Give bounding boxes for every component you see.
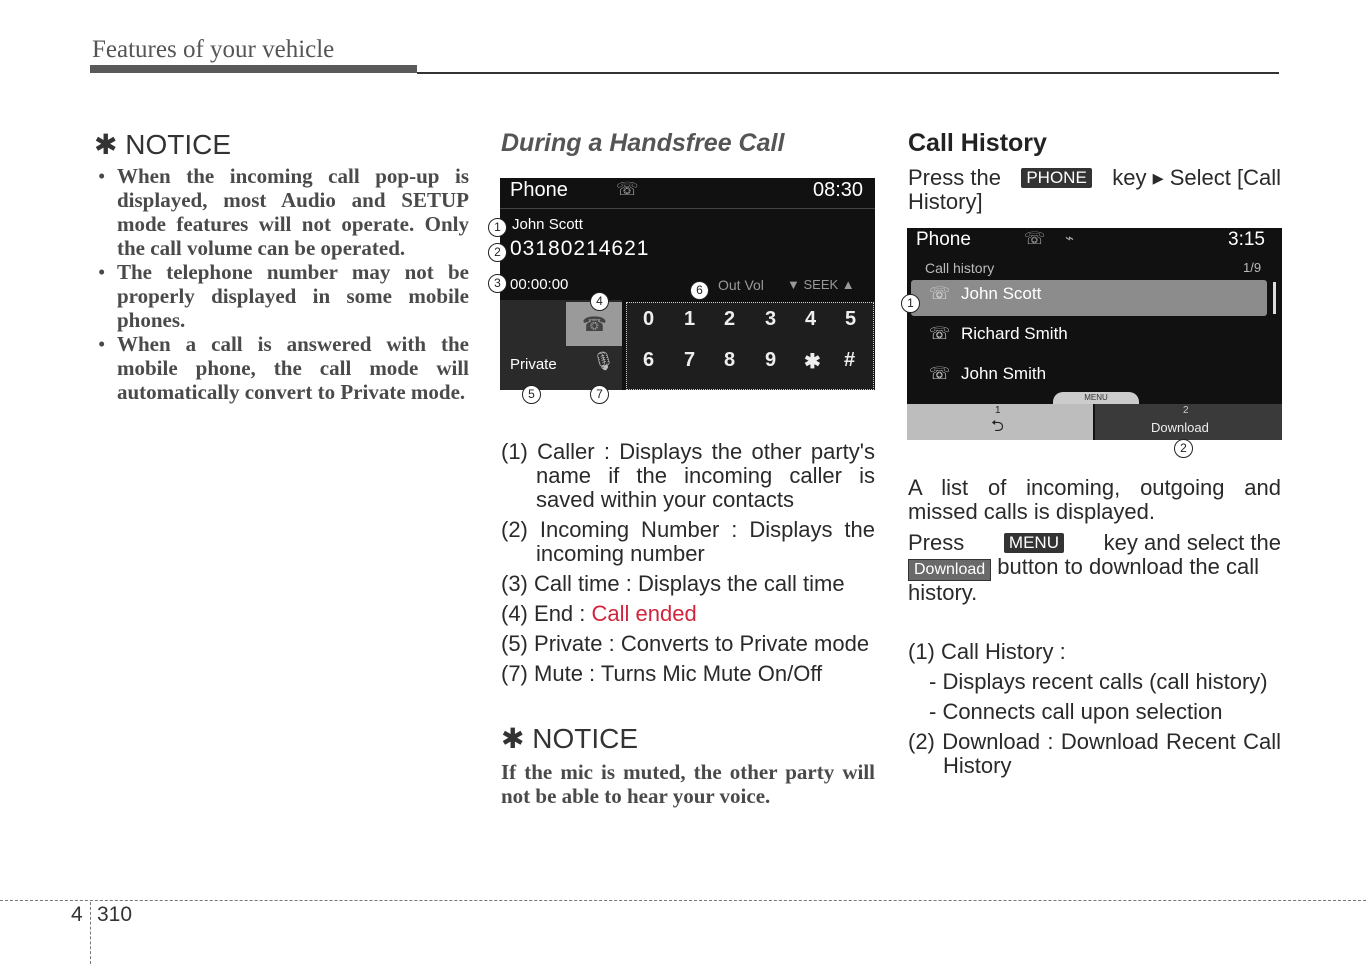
callout-marker: 1 [488, 218, 507, 237]
list-item [908, 700, 1281, 724]
intro-prefix: Press the [908, 165, 1001, 190]
call-history-intro [908, 166, 1281, 214]
intro-mid: key ▸ Select [Call [1112, 165, 1281, 190]
item-text: Converts to Private mode [620, 631, 870, 656]
out-vol-label: Out Vol [718, 277, 764, 293]
download-key: Download [908, 559, 991, 581]
list-item [501, 662, 875, 686]
mute-mic-icon[interactable]: 🎙 [592, 351, 615, 371]
item-number: (5) [501, 631, 528, 656]
list-item [501, 572, 875, 596]
item-text: Displays the call time [637, 571, 845, 596]
download-instructions [908, 531, 1281, 605]
back-icon: ⮌ [991, 418, 1004, 435]
notice-bullet: • The telephone number may not be properly displayed in some mobile phones. [95, 260, 469, 332]
download-button[interactable] [1095, 404, 1282, 440]
keypad-key[interactable]: 8 [724, 349, 736, 371]
press-prefix: Press [908, 530, 965, 555]
handsfree-item-list [501, 440, 875, 686]
item-text: - Displays recent calls (call history) [929, 669, 1268, 694]
phone-handset-icon: ☏ [616, 179, 639, 199]
page-indicator: 1/9 [1243, 260, 1262, 275]
callout-marker: 4 [590, 292, 609, 311]
callout-marker: 5 [522, 385, 541, 404]
item-text: Call History : [941, 639, 1066, 664]
scrollbar[interactable] [1273, 282, 1276, 314]
end-call-icon: ☎ [582, 314, 607, 336]
item-text: Download : Download Recent Call History [942, 729, 1281, 778]
callout-marker: 1 [901, 294, 920, 313]
press-mid: key and select the [1103, 530, 1281, 555]
contact-name: John Scott [961, 284, 1042, 303]
notice-bullet: • When a call is answered with the mobile phone, the call mode will automatically convert to Private mode. [95, 332, 469, 404]
notice-heading: ✱ NOTICE [94, 129, 232, 160]
call-history-heading: Call History [908, 129, 1047, 157]
mute-notice-text: If the mic is muted, the other party will not be able to hear your voice. [501, 760, 875, 808]
screen-clock: 08:30 [813, 179, 864, 201]
item-text: - Connects call upon selection [929, 699, 1223, 724]
call-history-screen [907, 228, 1282, 440]
list-item [908, 640, 1281, 664]
list-item [501, 602, 875, 626]
download-label: Download [1151, 420, 1209, 435]
bluetooth-icon: ⌁ [1065, 230, 1075, 247]
item-label: Incoming Number : [539, 517, 738, 542]
button-number: 2 [1183, 405, 1189, 416]
call-history-item-list [908, 640, 1281, 778]
handsfree-heading: During a Handsfree Call [501, 129, 785, 157]
keypad-key[interactable]: 5 [845, 308, 857, 330]
keypad-key[interactable]: 3 [765, 308, 777, 330]
list-item [908, 670, 1281, 694]
callout-marker: 3 [488, 274, 507, 293]
dial-keypad [626, 302, 874, 390]
screen-divider [500, 208, 875, 209]
list-item [908, 730, 1281, 778]
list-item [501, 440, 875, 512]
outgoing-call-icon: ☏ [929, 284, 951, 303]
call-time: 00:00:00 [510, 276, 569, 293]
button-number: 1 [995, 405, 1001, 416]
screen-title: Phone [510, 179, 568, 201]
item-number: (3) [501, 571, 528, 596]
header-rule [417, 72, 1279, 74]
item-text: Call ended [591, 601, 697, 626]
screen-subtitle: Call history [925, 260, 995, 276]
list-item [501, 632, 875, 656]
notice-bullet-list [95, 164, 469, 404]
caller-name: John Scott [512, 216, 583, 233]
header-rule-thick [90, 65, 417, 73]
item-label: Call time : [534, 571, 632, 596]
contact-name: Richard Smith [961, 324, 1068, 343]
item-number: (2) [501, 517, 528, 542]
call-history-description: A list of incoming, outgoing and missed calls is displayed. [908, 475, 1281, 524]
list-item [501, 518, 875, 566]
section-title: Features of your vehicle [92, 36, 335, 63]
callout-marker: 2 [488, 243, 507, 262]
page-number: 310 [97, 903, 133, 926]
contact-name: John Smith [961, 364, 1047, 383]
item-label: Caller : [537, 439, 610, 464]
item-number: (2) [908, 729, 935, 754]
phone-handset-icon: ☏ [1024, 229, 1046, 248]
item-text: Displays the incoming number [536, 517, 875, 566]
callout-marker: 6 [690, 281, 709, 300]
callout-marker: 2 [1174, 439, 1193, 458]
keypad-key[interactable]: 7 [684, 349, 696, 371]
screen-clock: 3:15 [1228, 229, 1265, 250]
callout-marker: 7 [590, 385, 609, 404]
notice-bullet: • When the incoming call pop-up is displayed, most Audio and SETUP mode features will not operate. Only the call volume can be operated. [95, 164, 469, 260]
handsfree-screen [500, 178, 875, 390]
keypad-key[interactable]: ✱ [804, 351, 821, 373]
keypad-key[interactable]: 9 [765, 349, 777, 371]
back-button[interactable] [907, 404, 1093, 440]
keypad-key[interactable]: 1 [684, 308, 696, 330]
press-suffix: button to download the call history. [908, 554, 1260, 605]
private-button[interactable]: Private [510, 356, 557, 373]
footer-rule [0, 900, 1366, 901]
menu-key: MENU [1004, 533, 1064, 553]
footer-divider [90, 902, 91, 964]
item-label: End : [534, 601, 586, 626]
screen-title: Phone [916, 229, 971, 250]
call-history-row[interactable] [929, 324, 1269, 360]
item-text: Turns Mic Mute On/Off [600, 661, 823, 686]
mute-notice-heading: ✱ NOTICE [501, 723, 639, 754]
keypad-key[interactable]: 2 [724, 308, 736, 330]
keypad-key[interactable]: 6 [643, 349, 655, 371]
phone-key: PHONE [1021, 168, 1091, 188]
keypad-key[interactable]: # [844, 349, 856, 371]
item-text: Displays the other party's name if the incoming caller is saved within your contacts [536, 439, 875, 512]
chapter-number: 4 [71, 903, 83, 926]
item-label: Mute : [534, 661, 596, 686]
seek-control[interactable]: ▼ SEEK ▲ [787, 277, 855, 292]
call-history-row[interactable] [929, 284, 1269, 320]
incoming-call-icon: ☏ [929, 364, 951, 383]
item-number: (1) [501, 439, 528, 464]
item-number: (4) [501, 601, 528, 626]
item-number: (7) [501, 661, 528, 686]
caller-number: 03180214621 [510, 237, 650, 260]
intro-suffix: History] [908, 189, 983, 214]
item-label: Private : [534, 631, 615, 656]
menu-tab[interactable]: MENU [1053, 392, 1139, 404]
incoming-call-icon: ☏ [929, 324, 951, 343]
item-number: (1) [908, 639, 935, 664]
keypad-key[interactable]: 0 [643, 308, 655, 330]
keypad-key[interactable]: 4 [805, 308, 817, 330]
